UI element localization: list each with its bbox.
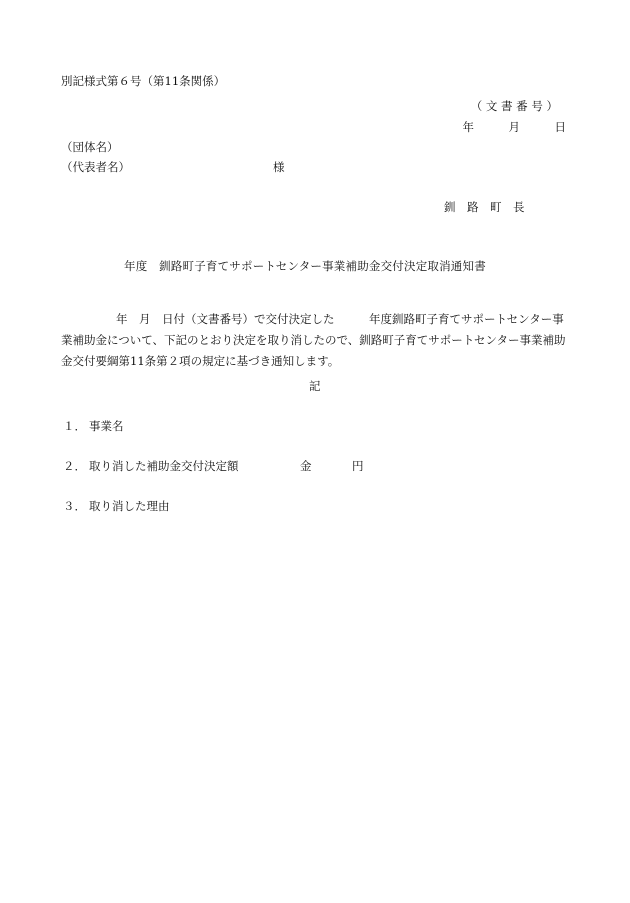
- form-header: 別記様式第６号（第11条関係）: [61, 74, 226, 88]
- item-number: ３．: [63, 499, 86, 513]
- amount-prefix: 金: [300, 459, 312, 473]
- item-label: 取り消した補助金交付決定額: [89, 459, 239, 473]
- item-label: 事業名: [89, 419, 124, 433]
- representative-label: （代表者名）: [61, 160, 130, 174]
- document-number: （ 文 書 番 号 ）: [470, 99, 558, 113]
- amount-suffix: 円: [352, 459, 364, 473]
- item-label: 取り消した理由: [89, 499, 170, 513]
- sender-name: 釧 路 町 長: [444, 200, 525, 214]
- document-title: 年度 釧路町子育てサポートセンター事業補助金交付決定取消通知書: [124, 259, 486, 273]
- item-number: １．: [63, 419, 86, 433]
- ki-heading: 記: [309, 379, 321, 393]
- item-number: ２．: [63, 459, 86, 473]
- honorific: 様: [273, 160, 285, 174]
- date-line: 年 月 日: [462, 120, 566, 134]
- body-text: 年 月 日付（文書番号）で交付決定した 年度釧路町子育てサポートセンター事業補助金について、下記のとおり決定を取り消したので、釧路町子育てサポートセンター事業補助金交付要綱第11条第２項の規定に基づき通知します。: [61, 311, 566, 368]
- organization-label: （団体名）: [61, 140, 119, 154]
